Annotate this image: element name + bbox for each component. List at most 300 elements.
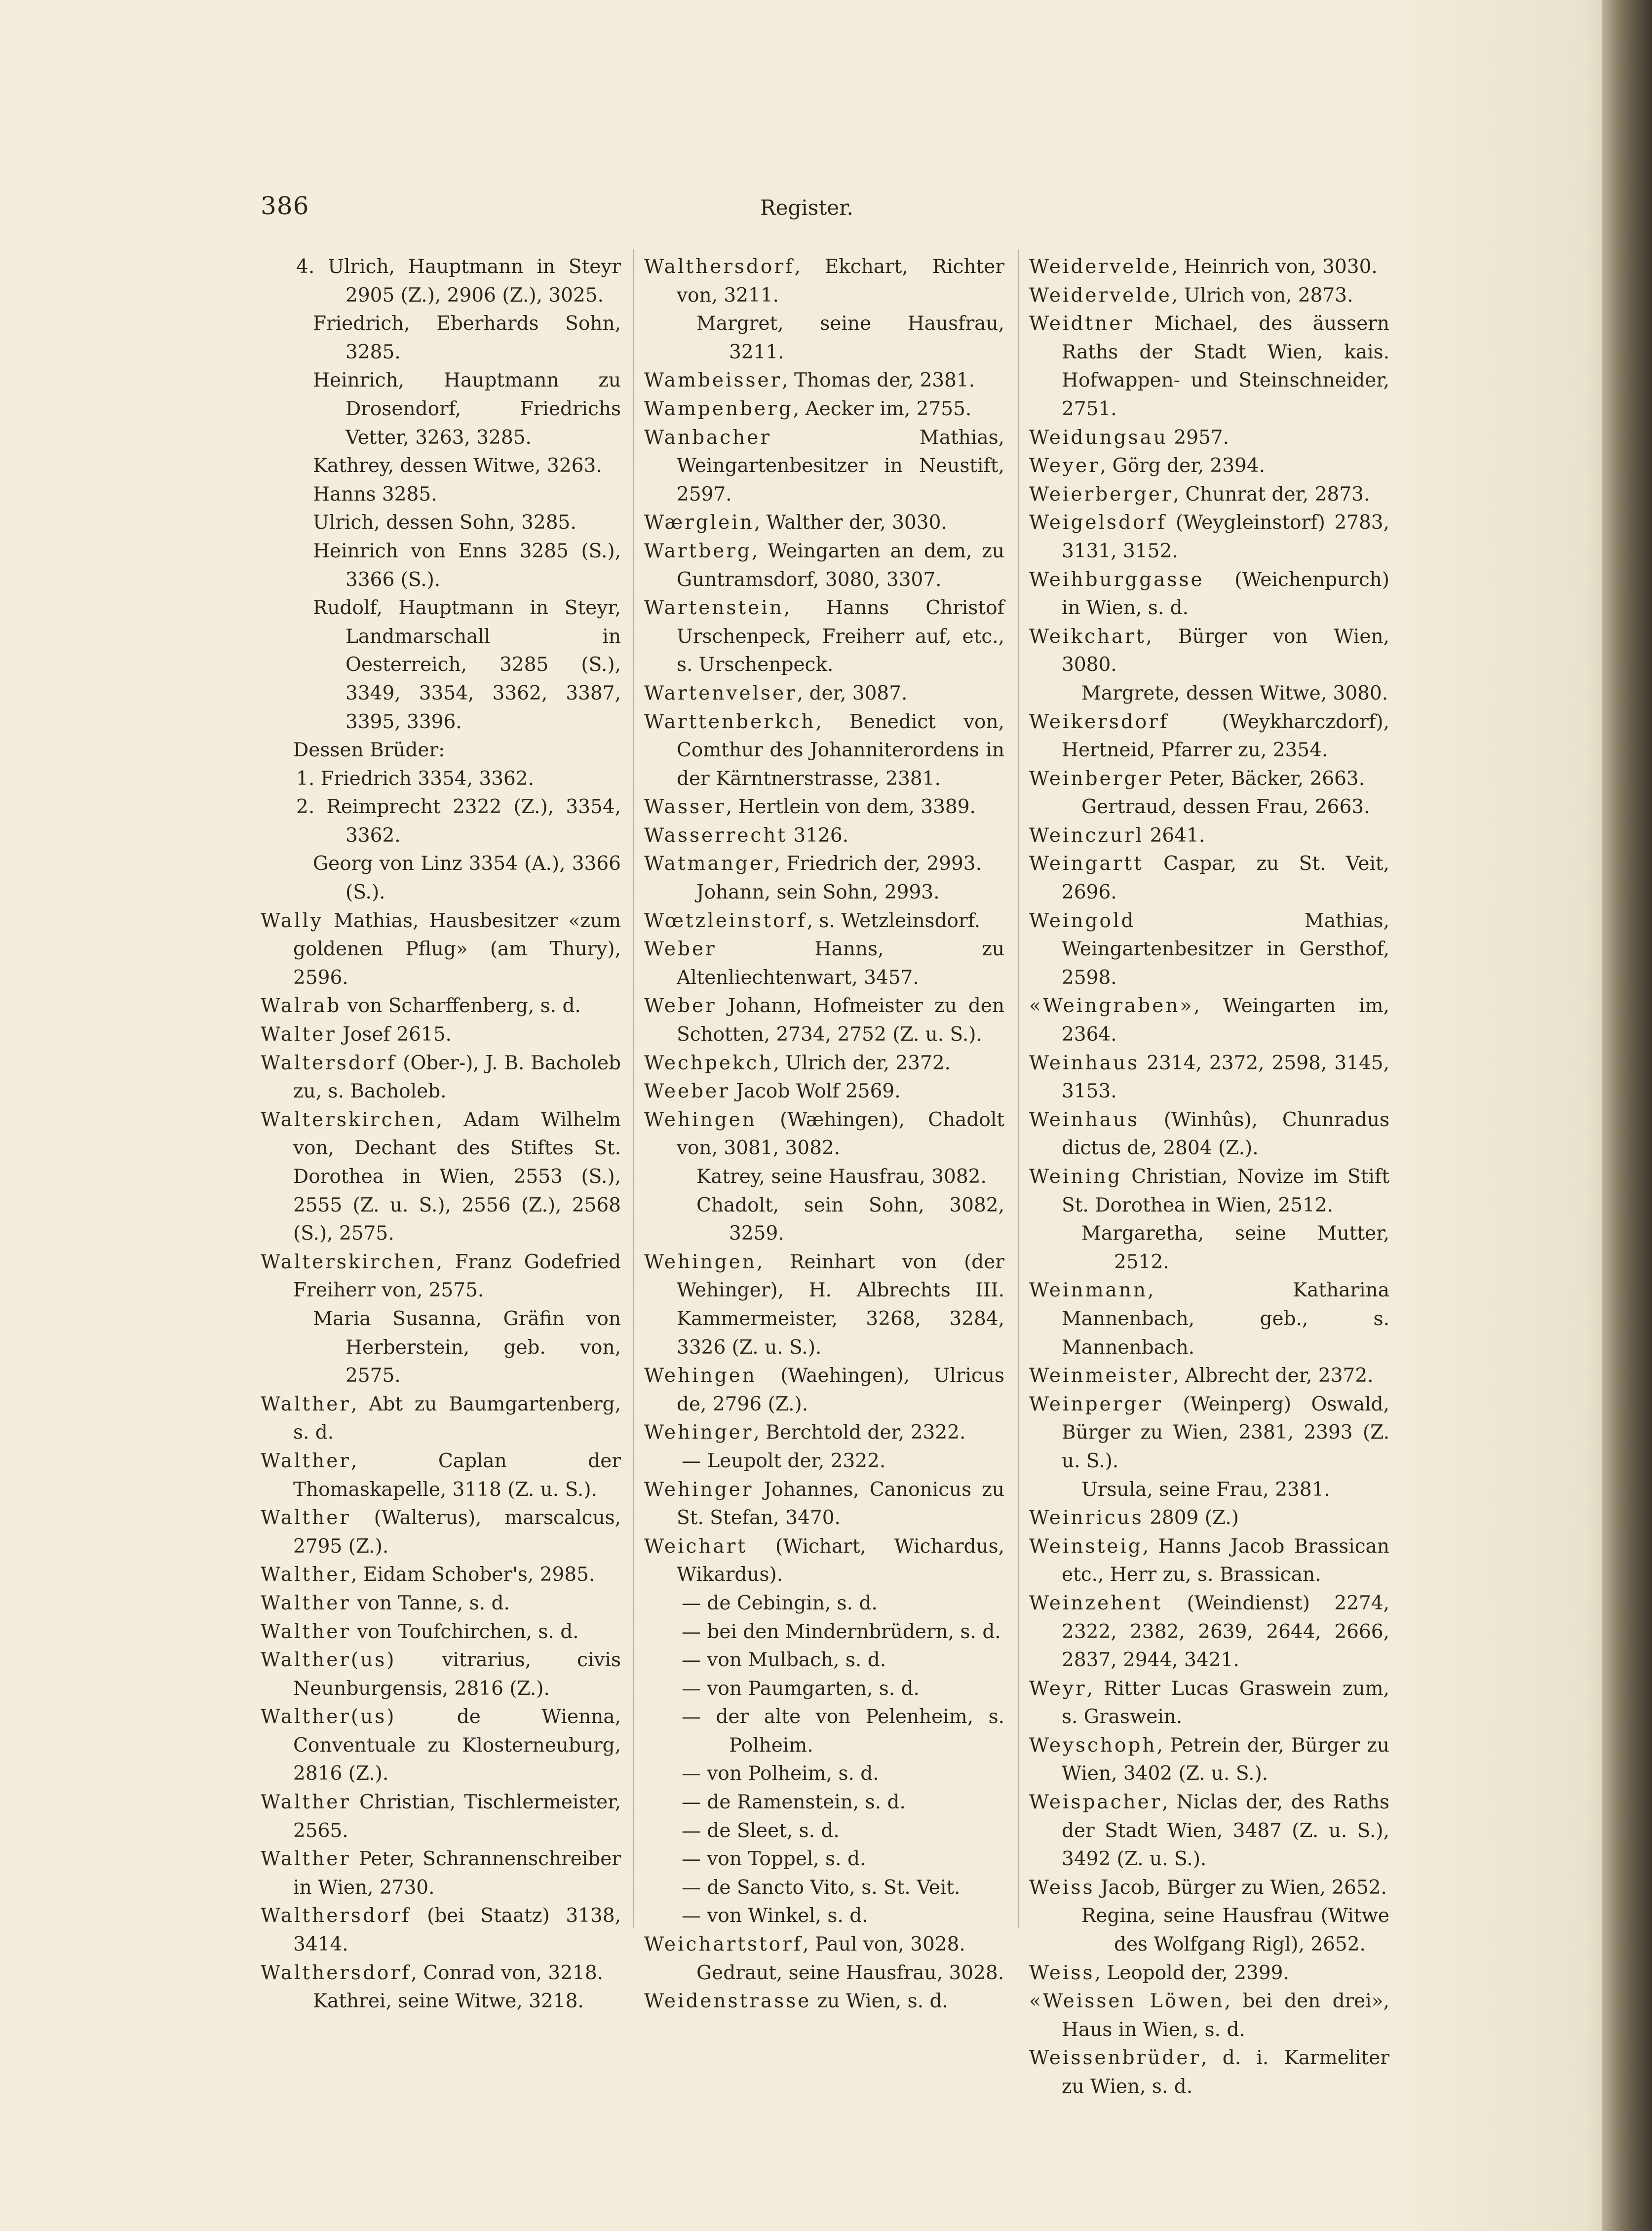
entry-headword: Weinberger [1029,767,1163,790]
index-entry [644,1248,1004,1362]
entry-headword: Wanbacher [644,426,771,449]
entry-text: Margret, seine Hausfrau, 3211. [696,313,1004,363]
index-column-1 [261,253,621,2016]
index-entry [644,793,1004,822]
index-entry [261,1589,621,1618]
entry-text: von Tanne, s. d. [350,1592,510,1614]
index-entry [1029,793,1389,822]
index-entry [261,1504,621,1561]
entry-text: Maria Susanna, Gräfin von Herberstein, geb. von, 2575. [313,1307,621,1387]
index-entry [261,1305,621,1390]
index-entry [1029,992,1389,1049]
entry-text: Peter, Bäcker, 2663. [1162,767,1365,790]
entry-headword: Weierberger [1029,483,1173,506]
entry-text: (Ober-), J. B. Bacholeb zu, s. Bacholeb. [293,1052,621,1103]
entry-text: 3126. [787,824,849,847]
entry-text: , Caplan der Thomaskapelle, 3118 (Z. u. S.). [293,1449,621,1501]
index-entry [261,452,621,480]
index-entry [1029,509,1389,565]
entry-text: — de Cebingin, s. d. [682,1592,878,1614]
index-entry [644,424,1004,509]
entry-text: Hanns, zu Altenliechtenwart, 3457. [677,938,1004,989]
entry-text: , bei den drei», Haus in Wien, s. d. [1062,1990,1389,2041]
entry-text: 2809 (Z.) [1143,1507,1239,1529]
index-entry [1029,480,1389,509]
index-entry [261,1106,621,1248]
entry-headword: Weeber [644,1080,730,1103]
entry-headword: Weyschoph [1029,1734,1157,1757]
entry-text: Rudolf, Hauptmann in Steyr, Landmarschall in Oesterreich, 3285 (S.), 3349, 3354, 3362, 3387, 3395, 3396. [313,597,621,733]
entry-text: (Weykharczdorf), Hertneid, Pfarrer zu, 2354. [1062,710,1389,762]
entry-text: , s. Wetzleinsdorf. [807,909,981,932]
entry-text: Christian, Novize im Stift St. Dorothea in Wien, 2512. [1062,1166,1389,1216]
entry-text: (Weygleinstorf) 2783, 3131, 3152. [1062,511,1389,562]
entry-headword: Weinczurl [1029,824,1144,847]
entry-headword: Walther [261,1592,351,1614]
index-entry [1029,1731,1389,1788]
entry-headword: Wasser [644,796,726,819]
entry-text: , Ekchart, Richter von, 3211. [677,256,1004,307]
entry-text: , Albrecht der, 2372. [1173,1365,1374,1387]
index-entry [644,1930,1004,1959]
entry-headword: Weidtner [1029,313,1134,335]
entry-text: Regina, seine Hausfrau (Witwe des Wolfgang Rigl), 2652. [1081,1905,1389,1956]
index-entry [644,1618,1004,1646]
entry-text: Ulrich, dessen Sohn, 3285. [313,511,576,534]
entry-headword: Walther [261,1791,351,1814]
entry-text: , Ulrich der, 2372. [773,1052,951,1074]
index-entry [644,679,1004,708]
index-entry [644,1049,1004,1078]
entry-text: Friedrich, Eberhards Sohn, 3285. [313,313,621,363]
entry-headword: Wehinger [644,1421,754,1444]
entry-headword: Weidervelde [1029,256,1172,278]
entry-text: Johannes, Canonicus zu St. Stefan, 3470. [677,1478,1004,1529]
entry-text: , Weingarten im, 2364. [1062,995,1389,1046]
entry-text: Jacob Wolf 2569. [730,1080,901,1103]
entry-text: , Adam Wilhelm von, Dechant des Stiftes St. Dorothea in Wien, 2553 (S.), 2555 (Z. u. S.), 2556 (Z.), 2568 (S.), 2575. [293,1108,621,1245]
index-entry [644,822,1004,850]
entry-headword: Warttenberkch [644,710,816,733]
index-entry [1029,1987,1389,2044]
index-entry [261,736,621,765]
index-entry [1029,1959,1389,1988]
index-entry [1029,1589,1389,1675]
entry-text: , Conrad von, 3218. [411,1961,604,1984]
index-entry [644,1703,1004,1760]
entry-headword: Wambeisser [644,369,782,392]
entry-text: Kathrey, dessen Witwe, 3263. [313,455,602,477]
entry-headword: Wechpekch [644,1052,773,1074]
entry-headword: Wehingen [644,1251,757,1273]
entry-text: Mathias, Weingartenbesitzer in Neustift, 2597. [677,426,1004,506]
index-entry [644,1874,1004,1902]
index-entry [261,765,621,793]
index-entry [1029,1476,1389,1504]
entry-text: , Bürger von Wien, 3080. [1062,625,1389,676]
entry-headword: Weikchart [1029,625,1146,648]
entry-text: Josef 2615. [336,1023,452,1046]
entry-headword: Walther [261,1393,351,1415]
entry-headword: Walthersdorf [644,256,795,278]
entry-headword: Walther [261,1507,351,1529]
index-entry [644,1476,1004,1532]
entry-text: (Waehingen), Ulricus de, 2796 (Z.). [677,1365,1004,1415]
entry-headword: Weber [644,995,717,1018]
entry-headword: Weispacher [1029,1791,1162,1814]
entry-headword: Weinhaus [1029,1108,1140,1131]
index-entry [644,907,1004,936]
entry-headword: Weinricus [1029,1507,1144,1529]
index-entry [1029,424,1389,452]
entry-text: Ursula, seine Frau, 2381. [1081,1478,1330,1501]
entry-text: de Wienna, Conventuale zu Klosterneuburg, 2816 (Z.). [293,1706,621,1785]
index-entry [1029,822,1389,850]
entry-headword: Weinzehent [1029,1592,1163,1614]
index-entry [644,1646,1004,1675]
index-entry [644,537,1004,594]
entry-text: — von Winkel, s. d. [682,1905,868,1927]
binding-edge [1602,0,1652,2231]
index-entry [1029,1219,1389,1276]
index-entry [644,594,1004,679]
entry-text: Katrey, seine Hausfrau, 3082. [696,1166,987,1188]
index-entry [1029,1504,1389,1532]
entry-text: , Leopold der, 2399. [1094,1961,1289,1984]
index-entry [1029,281,1389,310]
index-entry [261,537,621,594]
entry-text: Chadolt, sein Sohn, 3082, 3259. [696,1194,1004,1245]
entry-text: , Reinhart von (der Wehinger), H. Albrechts III. Kammermeister, 3268, 3284, 3326 (Z. u. S.). [677,1251,1004,1359]
page-number: 386 [261,192,309,220]
index-entry [1029,1276,1389,1362]
entry-headword: Watmanger [644,853,774,875]
index-entry [261,1703,621,1788]
entry-headword: Wartenstein [644,597,784,620]
index-entry [644,1675,1004,1703]
entry-text: , der, 3087. [797,682,908,705]
entry-text: 2641. [1144,824,1205,847]
index-entry [261,1646,621,1703]
entry-text: (Winhûs), Chunradus dictus de, 2804 (Z.). [1062,1108,1389,1160]
entry-text: Caspar, zu St. Veit, 2696. [1062,853,1389,904]
entry-text: , Friedrich der, 2993. [774,853,982,875]
entry-headword: Wehinger [644,1478,754,1501]
entry-headword: Weyer [1029,455,1100,477]
entry-text: Heinrich, Hauptmann zu Drosendorf, Friedrichs Vetter, 3263, 3285. [313,369,621,449]
entry-headword: Walterskirchen [261,1251,436,1273]
entry-text: — de Ramenstein, s. d. [682,1791,906,1814]
entry-text: , Ritter Lucas Graswein zum, s. Graswein. [1062,1677,1389,1728]
entry-text: — von Mulbach, s. d. [682,1649,886,1672]
entry-text: Hanns 3285. [313,483,437,506]
index-entry [644,1163,1004,1191]
index-entry [1029,708,1389,765]
entry-text: — von Paumgarten, s. d. [682,1677,920,1700]
index-entry [261,1618,621,1646]
entry-headword: Weinsteig [1029,1535,1143,1558]
index-entry [644,366,1004,395]
index-entry [1029,2044,1389,2101]
entry-headword: Walrab [261,995,342,1018]
entry-text: Margrete, dessen Witwe, 3080. [1081,682,1388,705]
index-entry [1029,253,1389,281]
entry-text: Mathias, Weingartenbesitzer in Gersthof, 2598. [1062,909,1389,989]
entry-headword: Wœtzleinstorf [644,909,807,932]
index-entry [261,992,621,1020]
index-entry [1029,1163,1389,1219]
entry-text: (Weindienst) 2274, 2322, 2382, 2639, 2644, 2666, 2837, 2944, 3421. [1062,1592,1389,1672]
entry-headword: Walther [261,1449,351,1472]
index-column-3 [1029,253,1389,2101]
index-entry [1029,850,1389,906]
entry-headword: Weingold [1029,909,1136,932]
entry-text: , Hertlein von dem, 3389. [726,796,976,819]
entry-text: Gertraud, dessen Frau, 2663. [1081,796,1370,819]
index-entry [261,1049,621,1106]
entry-text: — der alte von Pelenheim, s. Polheim. [682,1706,1004,1757]
entry-text: Georg von Linz 3354 (A.), 3366 (S.). [313,853,621,904]
entry-headword: Weinhaus [1029,1052,1140,1074]
entry-text: , Petrein der, Bürger zu Wien, 3402 (Z. u. S.). [1062,1734,1389,1785]
index-entry [1029,1049,1389,1106]
entry-text: Gedraut, seine Hausfrau, 3028. [696,1961,1004,1984]
index-entry [644,1760,1004,1788]
entry-headword: Weihburggasse [1029,568,1204,591]
entry-text: , Paul von, 3028. [803,1933,965,1956]
entry-text: 2957. [1168,426,1229,449]
entry-headword: Weidervelde [1029,284,1172,307]
entry-headword: Wampenberg [644,397,793,420]
entry-text: , Katharina Mannenbach, geb., s. Mannenbach. [1062,1279,1389,1359]
index-entry [261,1020,621,1049]
index-entry [261,509,621,537]
index-entry [644,1589,1004,1618]
entry-text: Dessen Brüder: [293,739,445,762]
index-entry [644,1362,1004,1418]
entry-text: (Walterus), marscalcus, 2795 (Z.). [293,1507,621,1558]
entry-text: (bei Staatz) 3138, 3414. [293,1905,621,1956]
entry-headword: Walther [261,1620,351,1643]
entry-text: Kathrei, seine Witwe, 3218. [313,1990,584,2013]
entry-text: , Görg der, 2394. [1100,455,1266,477]
index-entry [644,1418,1004,1447]
entry-headword: Walter [261,1023,337,1046]
index-entry [644,992,1004,1049]
index-entry [644,1191,1004,1248]
entry-headword: Weiss [1029,1876,1095,1899]
entry-headword: Wærglein [644,511,754,534]
entry-headword: Weichart [644,1535,747,1558]
entry-text: — Leupolt der, 2322. [682,1449,886,1472]
entry-text: zu Wien, s. d. [811,1990,948,2013]
index-entry [261,1845,621,1902]
index-entry [1029,1532,1389,1589]
index-entry [644,395,1004,424]
entry-text: Johann, Hofmeister zu den Schotten, 2734, 2752 (Z. u. S.). [677,995,1004,1046]
index-entry [261,793,621,850]
entry-headword: Weidenstrasse [644,1990,811,2013]
index-entry [644,1532,1004,1589]
entry-text: , d. i. Karmeliter zu Wien, s. d. [1062,2047,1389,2098]
entry-headword: Walthersdorf [261,1905,411,1927]
entry-text: , Weingarten an dem, zu Guntramsdorf, 3080, 3307. [677,540,1004,591]
entry-text: , Hanns Christof Urschenpeck, Freiherr auf, etc., s. Urschenpeck. [677,597,1004,676]
index-entry [261,1390,621,1447]
entry-text: (Wichart, Wichardus, Wikardus). [677,1535,1004,1586]
index-entry [644,253,1004,310]
entry-headword: Weinmeister [1029,1365,1173,1387]
index-entry [261,1248,621,1305]
index-entry [1029,623,1389,679]
index-entry [644,1817,1004,1845]
index-column-2 [644,253,1004,2016]
index-entry [644,878,1004,907]
entry-text: , Abt zu Baumgartenberg, s. d. [293,1393,621,1444]
entry-text: — de Sancto Vito, s. St. Veit. [682,1876,960,1899]
index-entry [644,850,1004,878]
entry-headword: Wehingen [644,1108,757,1131]
index-entry [261,594,621,736]
index-entry [644,708,1004,793]
index-entry [644,1077,1004,1106]
entry-headword: Walthersdorf [261,1961,411,1984]
index-entry [1029,765,1389,793]
index-entry [1029,679,1389,708]
entry-text: , Chunrat der, 2873. [1173,483,1370,506]
index-entry [1029,1675,1389,1731]
entry-text: Johann, sein Sohn, 2993. [696,881,940,904]
entry-text: vitrarius, civis Neunburgensis, 2816 (Z.). [293,1649,621,1700]
entry-headword: «Weissen Löwen [1029,1990,1225,2013]
entry-headword: Weinperger [1029,1393,1163,1415]
index-entry [644,1902,1004,1930]
index-entry [261,907,621,992]
entry-headword: Walterskirchen [261,1108,436,1131]
index-entry [261,1987,621,2016]
entry-text: — von Polheim, s. d. [682,1762,879,1785]
index-entry [1029,452,1389,480]
index-entry [1029,1874,1389,1902]
entry-headword: Weichartstorf [644,1933,803,1956]
entry-headword: Weidungsau [1029,426,1168,449]
index-entry [261,1788,621,1845]
entry-headword: Weigelsdorf [1029,511,1167,534]
index-entry [644,1106,1004,1163]
entry-text: , Aecker im, 2755. [793,397,972,420]
index-entry [1029,566,1389,623]
entry-text: — de Sleet, s. d. [682,1819,840,1842]
entry-headword: Wasserrecht [644,824,788,847]
running-head: Register. [760,196,853,220]
entry-headword: Wally [261,909,323,932]
entry-text: , Niclas der, des Raths der Stadt Wien, 3487 (Z. u. S.), 3492 (Z. u. S.). [1062,1791,1389,1871]
column-rule [633,249,634,1928]
entry-headword: Weber [644,938,717,961]
index-entry [644,310,1004,366]
index-entry [1029,907,1389,992]
entry-headword: Walther(us) [261,1649,396,1672]
entry-text: , Benedict von, Comthur des Johanniterordens in der Kärntnerstrasse, 2381. [677,710,1004,790]
entry-headword: Weining [1029,1166,1122,1188]
entry-text: Peter, Schrannenschreiber in Wien, 2730. [293,1848,621,1899]
index-entry [1029,1788,1389,1874]
index-entry [261,480,621,509]
index-entry [261,253,621,310]
index-entry [1029,1390,1389,1476]
entry-text: 4. Ulrich, Hauptmann in Steyr 2905 (Z.), 2906 (Z.), 3025. [296,256,621,307]
index-entry [644,509,1004,537]
entry-text: , Eidam Schober's, 2985. [350,1564,595,1586]
entry-headword: Weyr [1029,1677,1087,1700]
entry-text: 2314, 2372, 2598, 3145, 3153. [1062,1052,1389,1103]
entry-headword: Wartberg [644,540,752,562]
entry-headword: Waltersdorf [261,1052,397,1074]
entry-text: 1. Friedrich 3354, 3362. [296,767,534,790]
entry-headword: Walther [261,1848,351,1871]
entry-headword: Walther(us) [261,1706,396,1728]
entry-text: Jacob, Bürger zu Wien, 2652. [1094,1876,1387,1899]
entry-headword: Wehingen [644,1365,757,1387]
index-entry [644,1788,1004,1817]
index-entry [261,366,621,452]
index-entry [1029,310,1389,423]
entry-headword: Weissenbrüder [1029,2047,1201,2070]
index-entry [644,1959,1004,1988]
entry-text: Heinrich von Enns 3285 (S.), 3366 (S.). [313,540,621,591]
entry-headword: Weikersdorf [1029,710,1169,733]
entry-headword: Wartenvelser [644,682,797,705]
entry-text: Christian, Tischlermeister, 2565. [293,1791,621,1842]
entry-text: (Weichenpurch) in Wien, s. d. [1062,568,1389,620]
entry-text: von Toufchirchen, s. d. [350,1620,579,1643]
index-entry [261,850,621,906]
index-entry [261,1561,621,1589]
entry-text: , Heinrich von, 3030. [1171,256,1378,278]
index-entry [1029,1902,1389,1958]
index-entry [644,1845,1004,1874]
entry-text: — von Toppel, s. d. [682,1848,866,1871]
entry-headword: Weingartt [1029,853,1144,875]
index-entry [644,935,1004,992]
index-entry [261,310,621,366]
entry-text: (Wæhingen), Chadolt von, 3081, 3082. [677,1108,1004,1160]
index-entry [261,1902,621,1958]
index-entry [261,1959,621,1988]
index-entry [1029,1362,1389,1390]
index-entry [1029,1106,1389,1163]
entry-headword: Weinmann [1029,1279,1148,1302]
entry-text: 2. Reimprecht 2322 (Z.), 3354, 3362. [296,796,621,847]
entry-headword: Weiss [1029,1961,1095,1984]
entry-text: , Thomas der, 2381. [782,369,975,392]
entry-headword: Walther [261,1564,351,1586]
index-entry [644,1987,1004,2016]
entry-text: Michael, des äussern Raths der Stadt Wien, kais. Hofwappen- und Steinschneider, 2751. [1062,313,1389,420]
entry-text: — bei den Mindernbrüdern, s. d. [682,1620,1001,1643]
entry-text: Mathias, Hausbesitzer «zum goldenen Pflug» (am Thury), 2596. [293,909,621,989]
entry-text: , Hanns Jacob Brassican etc., Herr zu, s. Brassican. [1062,1535,1389,1586]
entry-text: , Ulrich von, 2873. [1171,284,1353,307]
index-entry [644,1447,1004,1476]
entry-text: , Walther der, 3030. [754,511,947,534]
column-rule [1018,249,1019,1928]
entry-text: (Weinperg) Oswald, Bürger zu Wien, 2381, 2393 (Z. u. S.). [1062,1393,1389,1472]
entry-text: von Scharffenberg, s. d. [341,995,581,1018]
index-entry [261,1447,621,1504]
entry-text: Margaretha, seine Mutter, 2512. [1081,1222,1389,1273]
entry-text: , Berchtold der, 2322. [753,1421,966,1444]
